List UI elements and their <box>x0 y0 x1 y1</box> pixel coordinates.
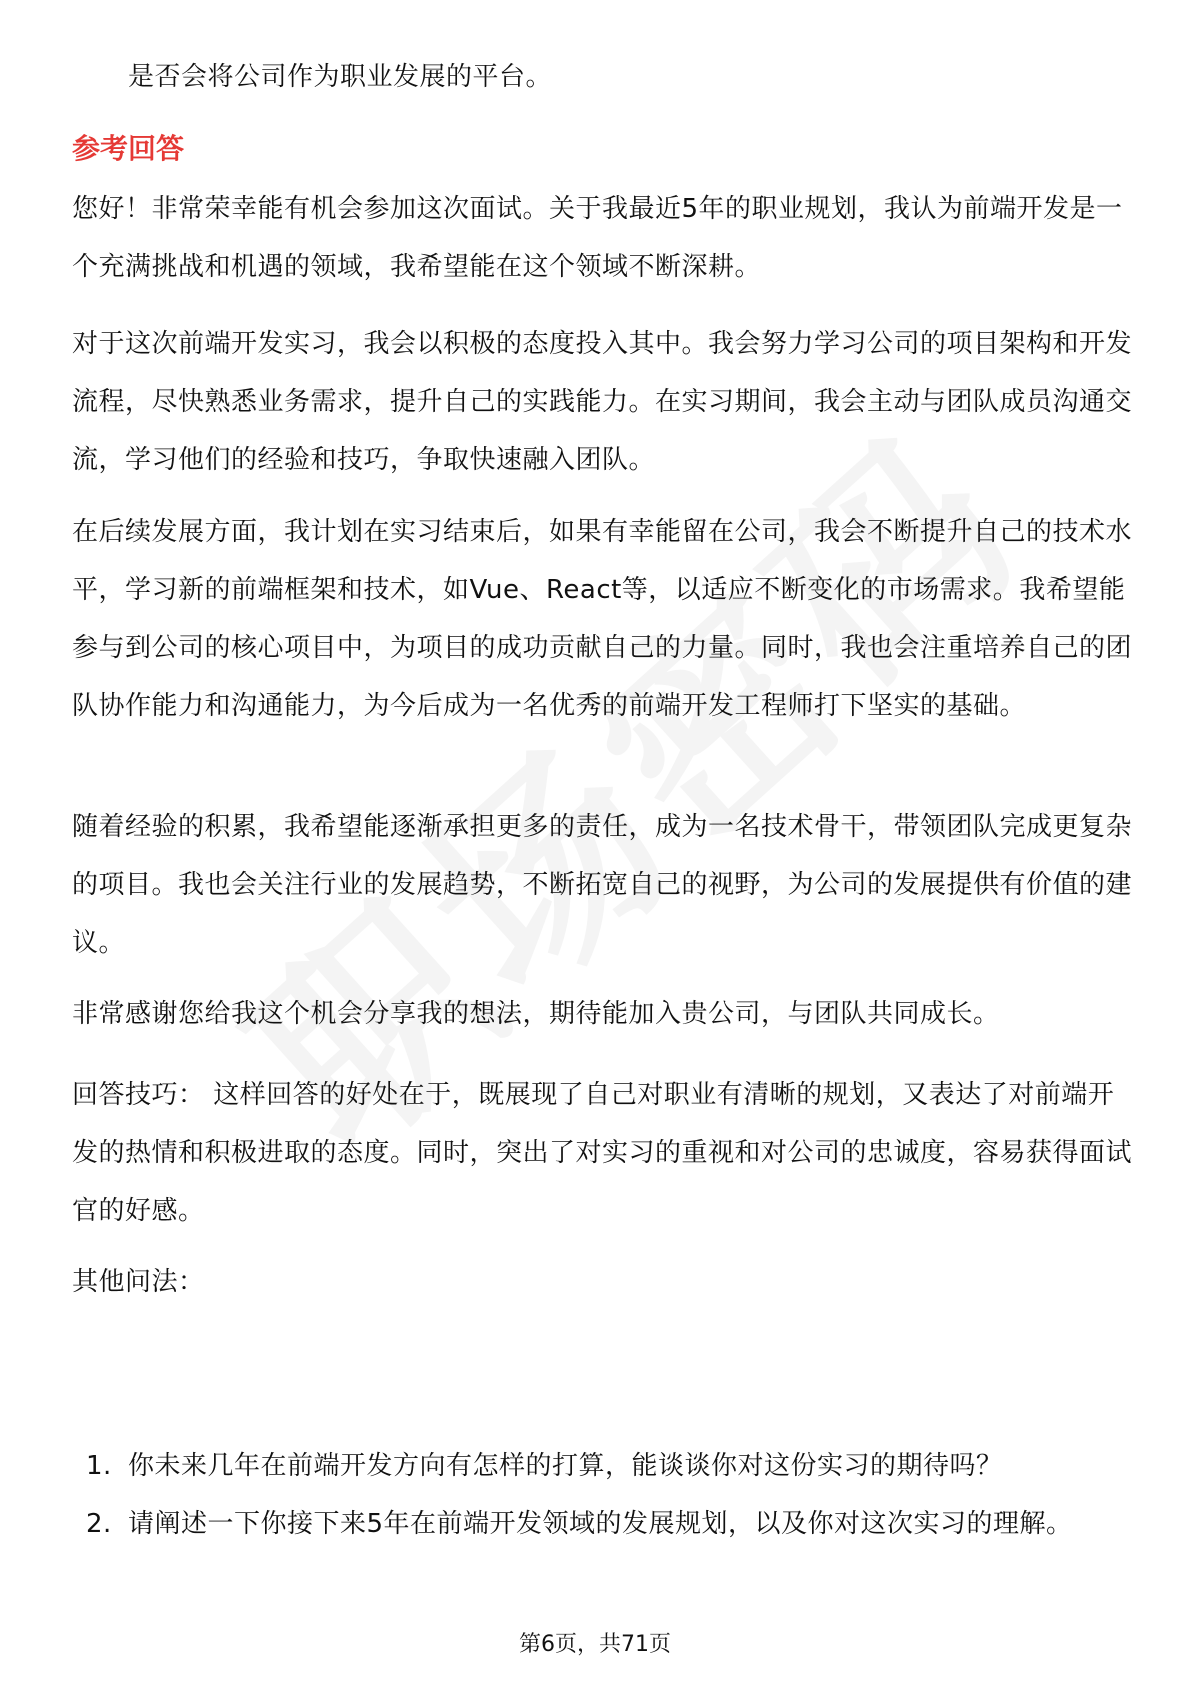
list-item <box>72 1437 1132 1495</box>
paragraph-other-questions: 其他问法： <box>72 1267 205 1297</box>
paragraph-tips: 回答技巧： 这样回答的好处在于，既展现了自己对职业有清晰的规划，又表达了对前端开发的热情和积极进取的态度。同时，突出了对实习的重视和对公司的忠诚度，容易获得面试官的好感。 <box>72 1080 1133 1226</box>
paragraph-development: 在后续发展方面，我计划在实习结束后，如果有幸能留在公司，我会不断提升自己的技术水平，学习新的前端框架和技术，如Vue、React等，以适应不断变化的市场需求。我希望能参与到公司的核心项目中，为项目的成功贡献自己的力量。同时，我也会注重培养自己的团队协作能力和沟通能力，为今后成为一名优秀的前端开发工程师打下坚实的基础。 <box>72 517 1133 721</box>
list-item-text: 你未来几年在前端开发方向有怎样的打算，能谈谈你对这份实习的期待吗？ <box>128 1451 1003 1481</box>
paragraph-thanks: 非常感谢您给我这个机会分享我的想法，期待能加入贵公司，与团队共同成长。 <box>72 999 1000 1029</box>
section-heading: 参考回答 <box>72 132 185 165</box>
list-item-text: 请阐述一下你接下来5年在前端开发领域的发展规划，以及你对这次实习的理解。 <box>128 1509 1073 1539</box>
paragraph-greeting: 您好！非常荣幸能有机会参加这次面试。关于我最近5年的职业规划，我认为前端开发是一个充满挑战和机遇的领域，我希望能在这个领域不断深耕。 <box>72 194 1123 282</box>
alternative-questions-list <box>72 1437 1132 1553</box>
continuation-text: 是否会将公司作为职业发展的平台。 <box>128 62 553 92</box>
list-item <box>72 1495 1132 1553</box>
list-item-number: 2. <box>86 1509 112 1539</box>
paragraph-experience: 随着经验的积累，我希望能逐渐承担更多的责任，成为一名技术骨干，带领团队完成更复杂的项目。我也会关注行业的发展趋势，不断拓宽自己的视野，为公司的发展提供有价值的建议。 <box>72 812 1133 958</box>
paragraph-internship: 对于这次前端开发实习，我会以积极的态度投入其中。我会努力学习公司的项目架构和开发流程，尽快熟悉业务需求，提升自己的实践能力。在实习期间，我会主动与团队成员沟通交流，学习他们的经验和技巧，争取快速融入团队。 <box>72 329 1133 475</box>
list-item-number: 1. <box>86 1451 112 1481</box>
page-number-footer: 第6页，共71页 <box>519 1632 671 1657</box>
